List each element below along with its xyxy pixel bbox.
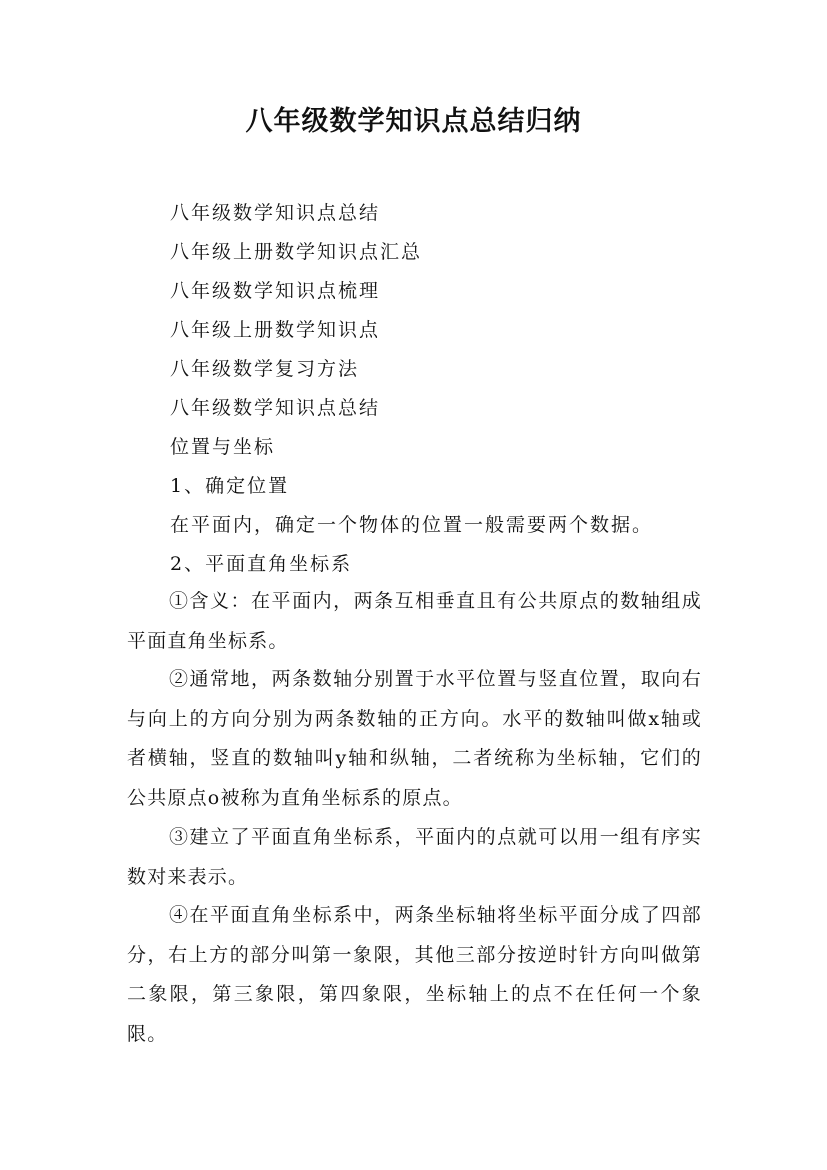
toc-item: 八年级数学知识点梳理 xyxy=(170,280,381,302)
subsection-heading-2: 2、平面直角坐标系 xyxy=(170,553,353,575)
section-heading: 位置与坐标 xyxy=(170,436,276,458)
subsection-heading-1: 1、确定位置 xyxy=(170,475,290,497)
document-title: 八年级数学知识点总结归纳 xyxy=(245,106,582,137)
table-of-contents xyxy=(170,194,422,428)
toc-item: 八年级数学复习方法 xyxy=(170,358,360,380)
toc-item: 八年级上册数学知识点汇总 xyxy=(170,241,423,263)
toc-item: 八年级数学知识点总结 xyxy=(170,202,381,224)
subsection-text-1: 在平面内，确定一个物体的位置一般需要两个数据。 xyxy=(170,514,654,536)
toc-item: 八年级上册数学知识点 xyxy=(170,319,381,341)
paragraph-axes: ②通常地，两条数轴分别置于水平位置与竖直位置，取向右与向上的方向分别为两条数轴的正方向。水平的数轴叫做x轴或者横轴，竖直的数轴叫y轴和纵轴，二者统称为坐标轴，它们的公共原点o被称为直角坐标系的原点。 xyxy=(127,668,702,809)
paragraph-quadrants: ④在平面直角坐标系中，两条坐标轴将坐标平面分成了四部分，右上方的部分叫第一象限，其他三部分按逆时针方向叫做第二象限，第三象限，第四象限，坐标轴上的点不在任何一个象限。 xyxy=(127,904,702,1045)
paragraph-ordered-pairs: ③建立了平面直角坐标系，平面内的点就可以用一组有序实数对来表示。 xyxy=(127,826,702,888)
paragraph-definition: ①含义：在平面内，两条互相垂直且有公共原点的数轴组成平面直角坐标系。 xyxy=(127,590,702,652)
toc-item: 八年级数学知识点总结 xyxy=(170,397,381,419)
